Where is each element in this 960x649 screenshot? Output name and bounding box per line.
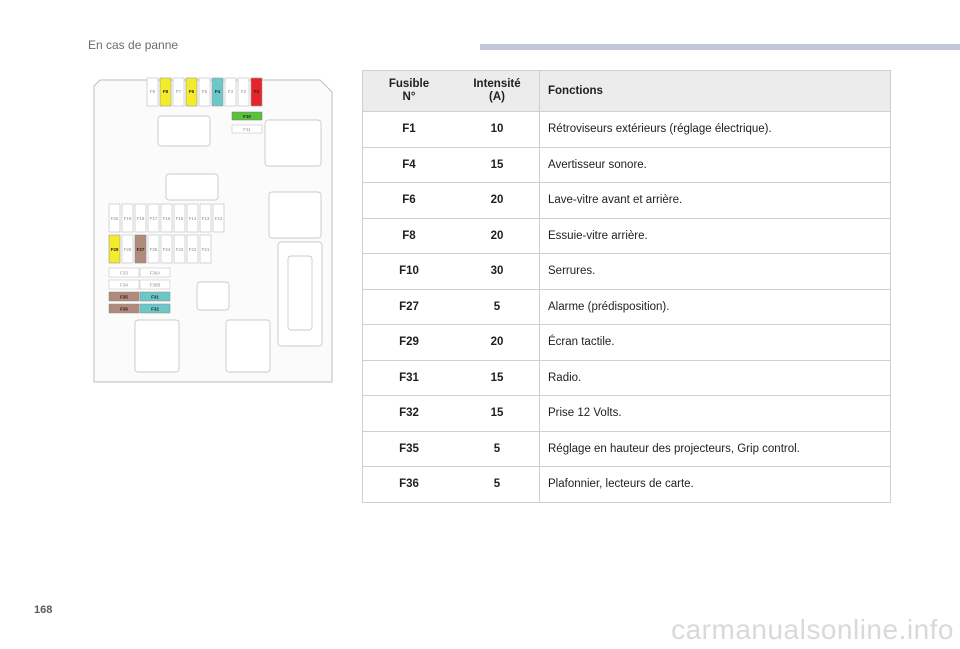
fuse-label: F4 [214,89,221,94]
fuse-table [362,70,891,503]
fuse-label: F35 [120,294,128,300]
fuse-row-top [147,78,262,106]
fuse-label: F36 [120,306,128,312]
relay-block [135,320,179,372]
watermark-text[interactable]: carmanualsonline.info [671,614,954,645]
fuse-label: F5 [201,89,208,94]
relay-block [226,320,270,372]
table-row: F6 20 Lave-vitre avant et arrière. [363,183,891,219]
fuse-label: F36B [149,282,161,288]
fuse-label: F23 [175,247,184,252]
table-row: F27 5 Alarme (prédisposition). [363,289,891,325]
fuse-label: F33 [120,270,128,276]
fuse-label: F28 [123,247,132,252]
table-row: F36 5 Plafonnier, lecteurs de carte. [363,467,891,503]
relay-block [158,116,210,146]
section-title: En cas de panne [88,38,179,52]
fuse-label: F9 [149,89,156,94]
fuse-label: F12 [214,216,223,221]
header-intensity: Intensité (A) [455,71,540,112]
fuse-label: F34 [120,282,128,288]
fuse-label: F11 [243,127,251,132]
relay-block [197,282,229,310]
fuse-label: F6 [188,89,195,94]
fuse-label: F18 [136,216,145,221]
fuse-label: F21 [201,247,210,252]
header-fuse: Fusible N° [363,71,456,112]
relay-block [166,174,218,200]
table-row: F10 30 Serrures. [363,254,891,290]
table-row: F32 15 Prise 12 Volts. [363,396,891,432]
table-row: F1 10 Rétroviseurs extérieurs (réglage électrique). [363,112,891,148]
table-row: F8 20 Essuie-vitre arrière. [363,218,891,254]
fuse-label: F36A [149,270,161,276]
fuse-label: F13 [201,216,210,221]
relay-block [265,120,321,166]
fuse-label: F14 [188,216,197,221]
fuse-box-diagram [92,70,334,384]
header-functions: Fonctions [540,71,891,112]
fuse-label: F3 [227,89,234,94]
header-accent-bar [480,44,960,50]
fuse-row-2 [109,204,224,232]
relay-block [269,192,321,238]
fuse-label: F22 [188,247,197,252]
fuse-label: F25 [149,247,158,252]
table-header-row [363,71,891,112]
fuse-label: F1 [253,89,260,94]
fuse-label: F32 [151,306,159,312]
table-row: F35 5 Réglage en hauteur des projecteurs, Grip control. [363,431,891,467]
fuse-label: F8 [162,89,169,94]
fuse-label: F16 [162,216,171,221]
table-row: F4 15 Avertisseur sonore. [363,147,891,183]
table-row: F29 20 Écran tactile. [363,325,891,361]
fuse-label: F17 [149,216,158,221]
fuse-label: F27 [136,247,145,252]
fuse-label: F19 [123,216,132,221]
fuse-label: F26 [110,216,119,221]
relay-block [278,242,322,346]
fuse-label: F2 [240,89,247,94]
fuse-label: F24 [162,247,171,252]
fuse-label: F31 [151,294,159,300]
fuse-label: F10 [243,114,251,119]
fuse-label: F15 [175,216,184,221]
page-number: 168 [34,604,53,616]
fuse-label: F7 [175,89,182,94]
table-row: F31 15 Radio. [363,360,891,396]
fuse-label: F29 [110,247,119,252]
